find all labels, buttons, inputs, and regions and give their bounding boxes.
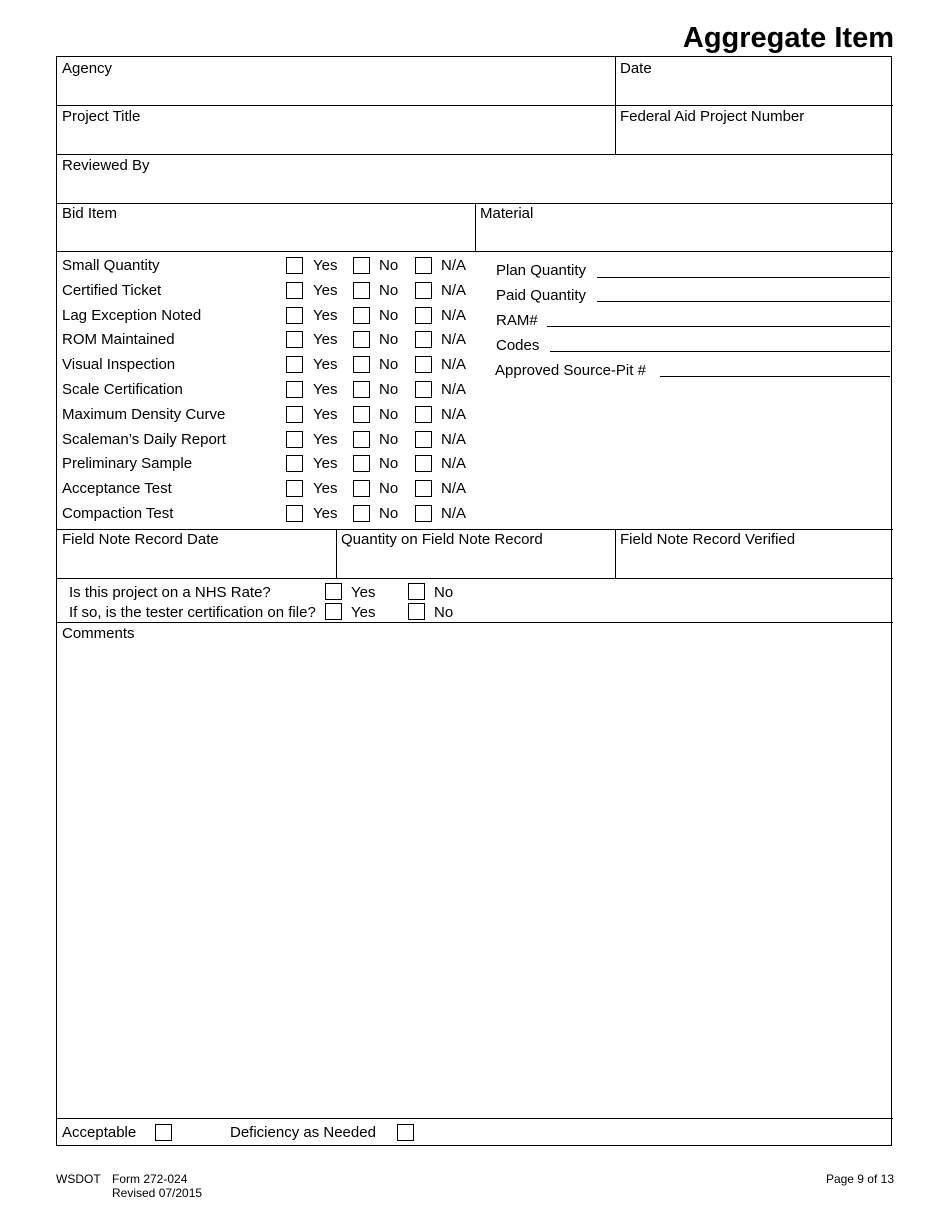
checklist-rom-maintained-no-checkbox[interactable]	[353, 331, 370, 348]
checklist-no-label: No	[379, 281, 399, 299]
column-divider	[336, 529, 337, 578]
footer-page-number: Page 9 of 13	[825, 1172, 894, 1186]
checklist-na-label: N/A	[441, 480, 467, 498]
deficiency-label: Deficiency as Needed	[230, 1124, 376, 1141]
checklist-no-label: No	[379, 331, 399, 349]
nhs-no-label: No	[434, 584, 454, 601]
checklist-acceptance-test-no-checkbox[interactable]	[353, 480, 370, 497]
checklist-lag-exception-noted-na-checkbox[interactable]	[415, 307, 432, 324]
checklist-certified-ticket-no-checkbox[interactable]	[353, 282, 370, 299]
checklist-maximum-density-curve-na-checkbox[interactable]	[415, 406, 432, 423]
checklist-na-label: N/A	[441, 455, 467, 473]
checklist-item-label-visual-inspection: Visual Inspection	[62, 356, 176, 374]
tester-yes-label: Yes	[351, 604, 376, 621]
checklist-small-quantity-na-checkbox[interactable]	[415, 257, 432, 274]
checklist-scaleman-s-daily-report-no-checkbox[interactable]	[353, 431, 370, 448]
checklist-preliminary-sample-no-checkbox[interactable]	[353, 455, 370, 472]
checklist-item-label-small-quantity: Small Quantity	[62, 257, 160, 274]
row-divider	[57, 529, 893, 530]
checklist-na-label: N/A	[441, 281, 467, 299]
codes-label: Codes	[496, 337, 540, 354]
checklist-yes-label: Yes	[313, 257, 338, 274]
checklist-na-label: N/A	[441, 505, 467, 522]
checklist-item-label-scaleman-s-daily-report: Scaleman’s Daily Report	[62, 430, 226, 448]
checklist-item-label-certified-ticket: Certified Ticket	[62, 281, 162, 299]
nhs-question: Is this project on a NHS Rate?	[69, 584, 271, 601]
checklist-certified-ticket-na-checkbox[interactable]	[415, 282, 432, 299]
checklist-na-label: N/A	[441, 381, 467, 398]
tester-no-checkbox[interactable]	[408, 603, 425, 620]
checklist-yes-label: Yes	[313, 381, 338, 398]
checklist-no-label: No	[379, 257, 399, 274]
agency-field[interactable]: Agency	[62, 60, 113, 77]
checklist-item-label-compaction-test: Compaction Test	[62, 505, 174, 522]
plan-quantity-label: Plan Quantity	[496, 262, 587, 279]
reviewed-by-field[interactable]: Reviewed By	[62, 157, 150, 174]
nhs-yes-checkbox[interactable]	[325, 583, 342, 600]
checklist-no-label: No	[379, 356, 399, 374]
approved-source-label: Approved Source-Pit #	[495, 362, 646, 379]
paid-quantity-input[interactable]	[597, 301, 890, 302]
checklist-yes-label: Yes	[313, 331, 338, 349]
checklist-certified-ticket-yes-checkbox[interactable]	[286, 282, 303, 299]
row-divider	[57, 622, 893, 623]
checklist-na-label: N/A	[441, 331, 467, 349]
checklist-item-label-maximum-density-curve: Maximum Density Curve	[62, 405, 226, 423]
nhs-no-checkbox[interactable]	[408, 583, 425, 600]
checklist-yes-label: Yes	[313, 281, 338, 299]
checklist-yes-label: Yes	[313, 480, 338, 498]
page-title: Aggregate Item	[682, 22, 894, 54]
checklist-lag-exception-noted-yes-checkbox[interactable]	[286, 307, 303, 324]
column-divider	[615, 57, 616, 154]
checklist-preliminary-sample-na-checkbox[interactable]	[415, 455, 432, 472]
checklist-maximum-density-curve-no-checkbox[interactable]	[353, 406, 370, 423]
checklist-na-label: N/A	[441, 257, 467, 274]
date-field[interactable]: Date	[620, 60, 652, 77]
checklist-no-label: No	[379, 405, 399, 423]
checklist-compaction-test-no-checkbox[interactable]	[353, 505, 370, 522]
checklist-na-label: N/A	[441, 405, 467, 423]
checklist-visual-inspection-na-checkbox[interactable]	[415, 356, 432, 373]
footer-revised: Revised 07/2015	[112, 1186, 203, 1200]
checklist-small-quantity-yes-checkbox[interactable]	[286, 257, 303, 274]
row-divider	[57, 1118, 893, 1119]
checklist-yes-label: Yes	[313, 356, 338, 374]
codes-input[interactable]	[550, 351, 890, 352]
checklist-scaleman-s-daily-report-yes-checkbox[interactable]	[286, 431, 303, 448]
tester-no-label: No	[434, 604, 454, 621]
checklist-visual-inspection-yes-checkbox[interactable]	[286, 356, 303, 373]
checklist-acceptance-test-na-checkbox[interactable]	[415, 480, 432, 497]
checklist-no-label: No	[379, 306, 399, 324]
checklist-scale-certification-na-checkbox[interactable]	[415, 381, 432, 398]
checklist-rom-maintained-na-checkbox[interactable]	[415, 331, 432, 348]
checklist-maximum-density-curve-yes-checkbox[interactable]	[286, 406, 303, 423]
checklist-scaleman-s-daily-report-na-checkbox[interactable]	[415, 431, 432, 448]
checklist-no-label: No	[379, 381, 399, 398]
row-divider	[57, 154, 893, 155]
checklist-item-label-preliminary-sample: Preliminary Sample	[62, 455, 193, 473]
checklist-yes-label: Yes	[313, 306, 338, 324]
bid-item-field[interactable]: Bid Item	[62, 205, 118, 222]
checklist-no-label: No	[379, 505, 399, 522]
checklist-yes-label: Yes	[313, 455, 338, 473]
checklist-acceptance-test-yes-checkbox[interactable]	[286, 480, 303, 497]
checklist-no-label: No	[379, 455, 399, 473]
checklist-item-label-acceptance-test: Acceptance Test	[62, 480, 172, 498]
row-divider	[57, 578, 893, 579]
row-divider	[57, 251, 893, 252]
paid-quantity-label: Paid Quantity	[496, 287, 587, 304]
nhs-yes-label: Yes	[351, 584, 376, 601]
checklist-na-label: N/A	[441, 356, 467, 374]
checklist-lag-exception-noted-no-checkbox[interactable]	[353, 307, 370, 324]
checklist-no-label: No	[379, 480, 399, 498]
field-note-quantity-field[interactable]: Quantity on Field Note Record	[341, 531, 543, 548]
row-divider	[57, 105, 893, 106]
plan-quantity-input[interactable]	[597, 277, 890, 278]
project-title-field[interactable]: Project Title	[62, 108, 141, 125]
checklist-compaction-test-yes-checkbox[interactable]	[286, 505, 303, 522]
form-frame	[56, 56, 892, 1146]
checklist-na-label: N/A	[441, 430, 467, 448]
checklist-no-label: No	[379, 430, 399, 448]
column-divider	[615, 529, 616, 578]
field-note-verified-field[interactable]: Field Note Record Verified	[620, 531, 796, 548]
field-note-record-date-field[interactable]: Field Note Record Date	[62, 531, 219, 548]
federal-aid-project-number-field[interactable]: Federal Aid Project Number	[620, 108, 805, 125]
checklist-na-label: N/A	[441, 306, 467, 324]
tester-yes-checkbox[interactable]	[325, 603, 342, 620]
approved-source-input[interactable]	[660, 376, 890, 377]
footer-agency: WSDOT	[56, 1172, 101, 1186]
checklist-preliminary-sample-yes-checkbox[interactable]	[286, 455, 303, 472]
deficiency-checkbox[interactable]	[397, 1124, 414, 1141]
checklist-small-quantity-no-checkbox[interactable]	[353, 257, 370, 274]
checklist-rom-maintained-yes-checkbox[interactable]	[286, 331, 303, 348]
checklist-yes-label: Yes	[313, 505, 338, 522]
column-divider	[475, 203, 476, 251]
checklist-yes-label: Yes	[313, 405, 338, 423]
acceptable-checkbox[interactable]	[155, 1124, 172, 1141]
comments-field[interactable]: Comments	[62, 625, 135, 642]
checklist-compaction-test-na-checkbox[interactable]	[415, 505, 432, 522]
ram-input[interactable]	[547, 326, 890, 327]
checklist-scale-certification-yes-checkbox[interactable]	[286, 381, 303, 398]
checklist-visual-inspection-no-checkbox[interactable]	[353, 356, 370, 373]
tester-certification-question: If so, is the tester certification on file?	[69, 604, 316, 621]
ram-label: RAM#	[496, 312, 538, 329]
checklist-scale-certification-no-checkbox[interactable]	[353, 381, 370, 398]
checklist-item-label-lag-exception-noted: Lag Exception Noted	[62, 306, 202, 324]
footer-form-number: Form 272-024	[112, 1172, 188, 1186]
checklist-yes-label: Yes	[313, 430, 338, 448]
checklist-item-label-rom-maintained: ROM Maintained	[62, 331, 175, 349]
material-field[interactable]: Material	[480, 205, 534, 222]
checklist-item-label-scale-certification: Scale Certification	[62, 381, 183, 398]
acceptable-label: Acceptable	[62, 1124, 137, 1141]
